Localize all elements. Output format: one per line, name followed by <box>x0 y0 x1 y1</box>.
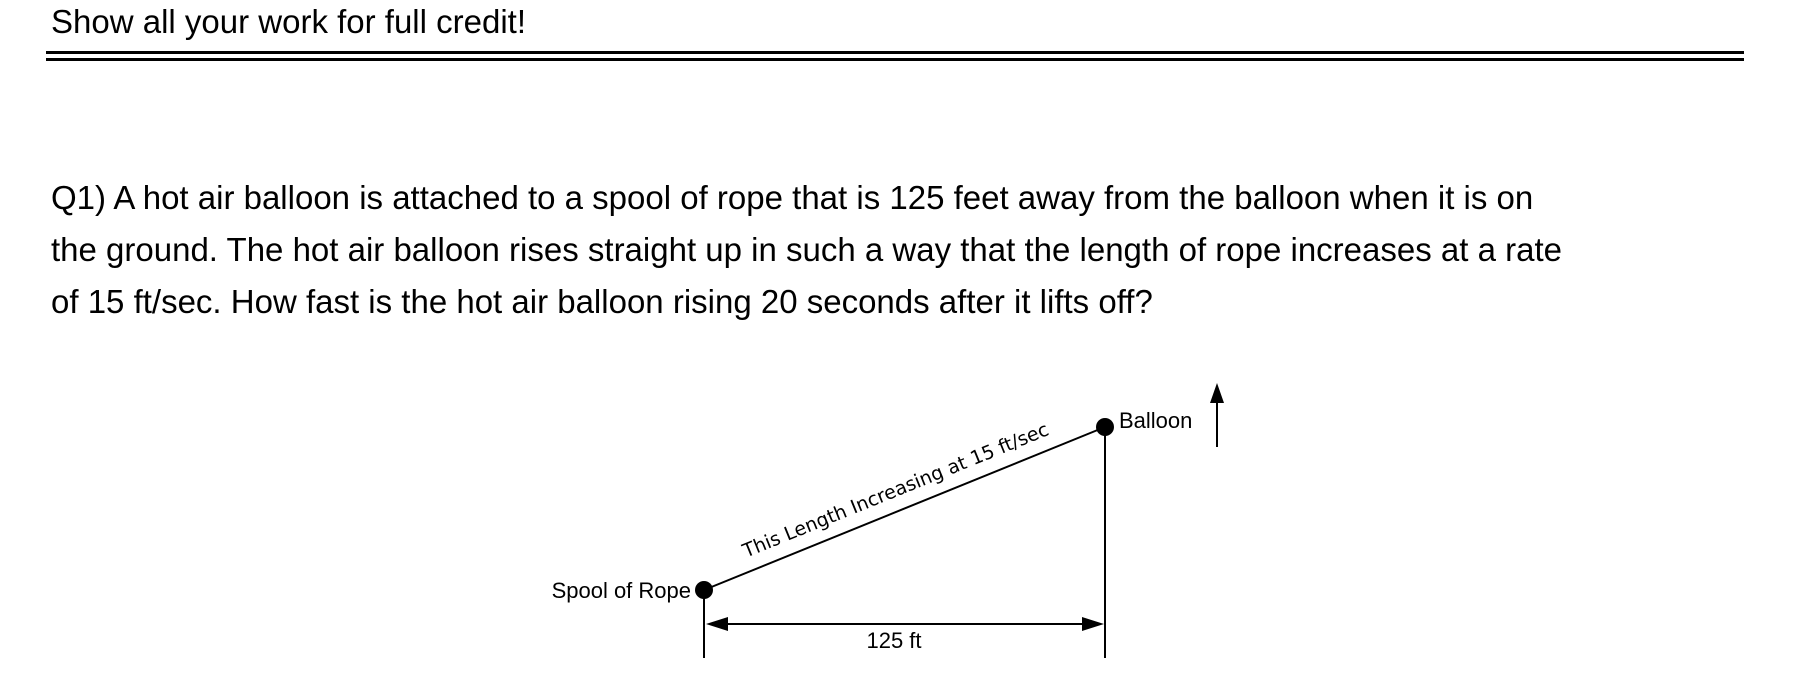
rope-rate-label: This Length Increasing at 15 ft/sec <box>739 418 1052 563</box>
balloon-point-icon <box>1096 418 1114 436</box>
balloon-label: Balloon <box>1119 408 1193 433</box>
dimension-arrow-left-icon <box>706 617 728 631</box>
distance-label: 125 ft <box>866 628 922 653</box>
rope-line <box>704 427 1105 590</box>
rising-arrow-up-icon <box>1210 383 1224 403</box>
dimension-arrow-right-icon <box>1082 617 1104 631</box>
question-line: of 15 ft/sec. How fast is the hot air balloon rising 20 seconds after it lifts off? <box>51 283 1153 320</box>
question-line: the ground. The hot air balloon rises straight up in such a way that the length of rope increases at a rate <box>51 231 1562 268</box>
spool-point-icon <box>695 581 713 599</box>
spool-label: Spool of Rope <box>551 578 691 603</box>
instruction-heading: Show all your work for full credit! <box>51 3 527 40</box>
question-line: Q1) A hot air balloon is attached to a spool of rope that is 125 feet away from the balloon when it is on <box>51 179 1534 216</box>
